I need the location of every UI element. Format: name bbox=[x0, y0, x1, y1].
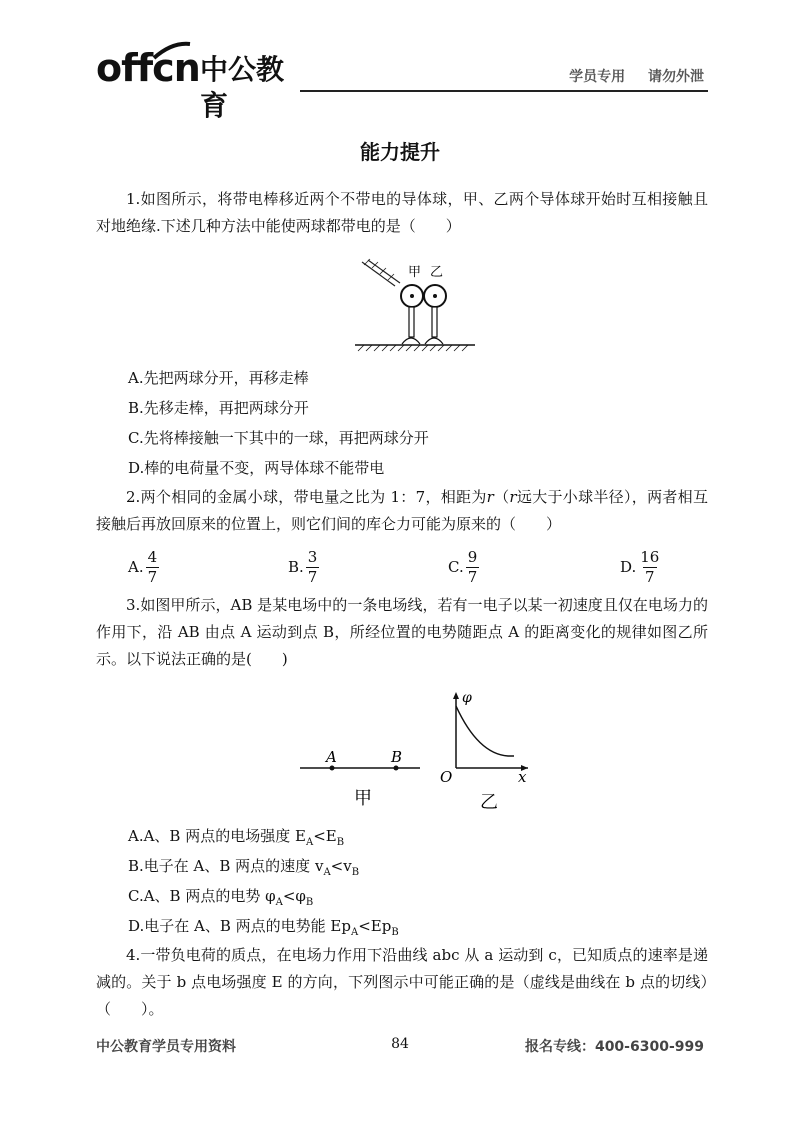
q2-option-d-num: 16 bbox=[640, 547, 660, 566]
q1-option-c: C.先将棒接触一下其中的一球，再把两球分开 bbox=[128, 429, 429, 447]
q2-option-a bbox=[128, 544, 159, 590]
q2-r-symbol-2: r bbox=[509, 488, 517, 506]
page-title: 能力提升 bbox=[360, 140, 440, 164]
page-number: 84 bbox=[391, 1036, 409, 1052]
q1-stem: 1.如图所示，将带电棒移近两个不带电的导体球，甲、乙两个导体球开始时互相接触且对地绝缘.下述几种方法中能使两球都带电的是（ ） bbox=[96, 190, 708, 235]
q3-stem: 3.如图甲所示，AB 是某电场中的一条电场线，若有一电子以某一初速度且仅在电场力的作用下，沿 AB 由点 A 运动到点 B，所经位置的电势随距点 A 的距离变化的规律如图乙所示。以下说法正确的是( ) bbox=[96, 596, 708, 668]
logo-swoosh-icon bbox=[152, 40, 192, 60]
q2-option-c bbox=[448, 544, 479, 590]
q2-option-a-den: 7 bbox=[147, 567, 158, 586]
q2-option-d-label: D. bbox=[620, 558, 637, 576]
q3-point-b: B bbox=[391, 748, 403, 766]
header-tags bbox=[551, 66, 704, 86]
q3-axis-x: x bbox=[518, 768, 527, 786]
q1-figure-spheres bbox=[350, 256, 480, 356]
q3-option-d: D.电子在 A、B 两点的电势能 $Ep_A<Ep_B$ bbox=[128, 917, 399, 938]
q2-option-a-num: 4 bbox=[147, 547, 158, 566]
q2-option-b-num: 3 bbox=[307, 547, 318, 566]
q3-option-a: A.A、B 两点的电场强度 $E_A<E_B$ bbox=[128, 827, 345, 848]
q2-stem bbox=[96, 484, 708, 538]
q3-figure bbox=[296, 686, 536, 816]
q2-option-c-den: 7 bbox=[467, 567, 478, 586]
logo-text: offcn bbox=[96, 46, 200, 90]
q2-options bbox=[128, 544, 668, 590]
q2-option-b-den: 7 bbox=[307, 567, 318, 586]
q1-option-b: B.先移走棒，再把两球分开 bbox=[128, 399, 309, 417]
footer-left: 中公教育学员专用资料 bbox=[96, 1039, 236, 1055]
q3-point-a: A bbox=[326, 748, 337, 766]
q2-stem-part3: 远大于小球半径），两者相互接触后再放回原来的位置上，则它们间的库仑力可能为原来的（ ） bbox=[96, 488, 708, 533]
q1-label-yi: 乙 bbox=[430, 265, 444, 280]
header-tag-1: 学员专用 bbox=[569, 69, 626, 85]
q3-option-c: C.A、B 两点的电势 $\varphi_A<\varphi_B$ bbox=[128, 887, 314, 908]
q2-option-a-label: A. bbox=[128, 558, 144, 576]
logo-cn: 中公教育 bbox=[200, 53, 285, 122]
q2-option-d bbox=[620, 544, 661, 590]
q2-option-b bbox=[288, 544, 319, 590]
q1-label-jia: 甲 bbox=[408, 265, 422, 280]
offcn-logo bbox=[96, 40, 311, 122]
q2-stem-part1: 2.两个相同的金属小球，带电量之比为 1：7，相距为 bbox=[126, 488, 487, 506]
q2-option-d-den: 7 bbox=[645, 567, 655, 586]
header-rule bbox=[300, 90, 708, 92]
header-tag-2: 请勿外泄 bbox=[648, 69, 704, 85]
q3-label-jia: 甲 bbox=[354, 788, 372, 809]
q1-option-d: D.棒的电荷量不变，两导体球不能带电 bbox=[128, 459, 385, 477]
footer-hotline: 报名专线：400-6300-999 bbox=[524, 1039, 704, 1055]
q4-stem: 4.一带负电荷的质点，在电场力作用下沿曲线 abc 从 a 运动到 c，已知质点的速率是递减的。关于 b 点电场强度 E 的方向，下列图示中可能正确的是（虚线是曲线在 b 点的切线）（ ）。 bbox=[96, 946, 708, 1018]
q2-stem-part2: （ bbox=[493, 488, 510, 506]
q3-axis-phi: φ bbox=[462, 690, 472, 706]
q1-option-a: A.先把两球分开，再移走棒 bbox=[128, 369, 309, 387]
q3-option-b: B.电子在 A、B 两点的速度 $v_A<v_B$ bbox=[128, 857, 360, 878]
q3-axis-origin: O bbox=[440, 768, 453, 786]
q2-option-b-label: B. bbox=[288, 558, 304, 576]
q2-option-c-label: C. bbox=[448, 558, 464, 576]
q3-label-yi: 乙 bbox=[480, 792, 498, 813]
q2-option-c-num: 9 bbox=[467, 547, 478, 566]
q2-r-symbol: r bbox=[486, 488, 494, 506]
